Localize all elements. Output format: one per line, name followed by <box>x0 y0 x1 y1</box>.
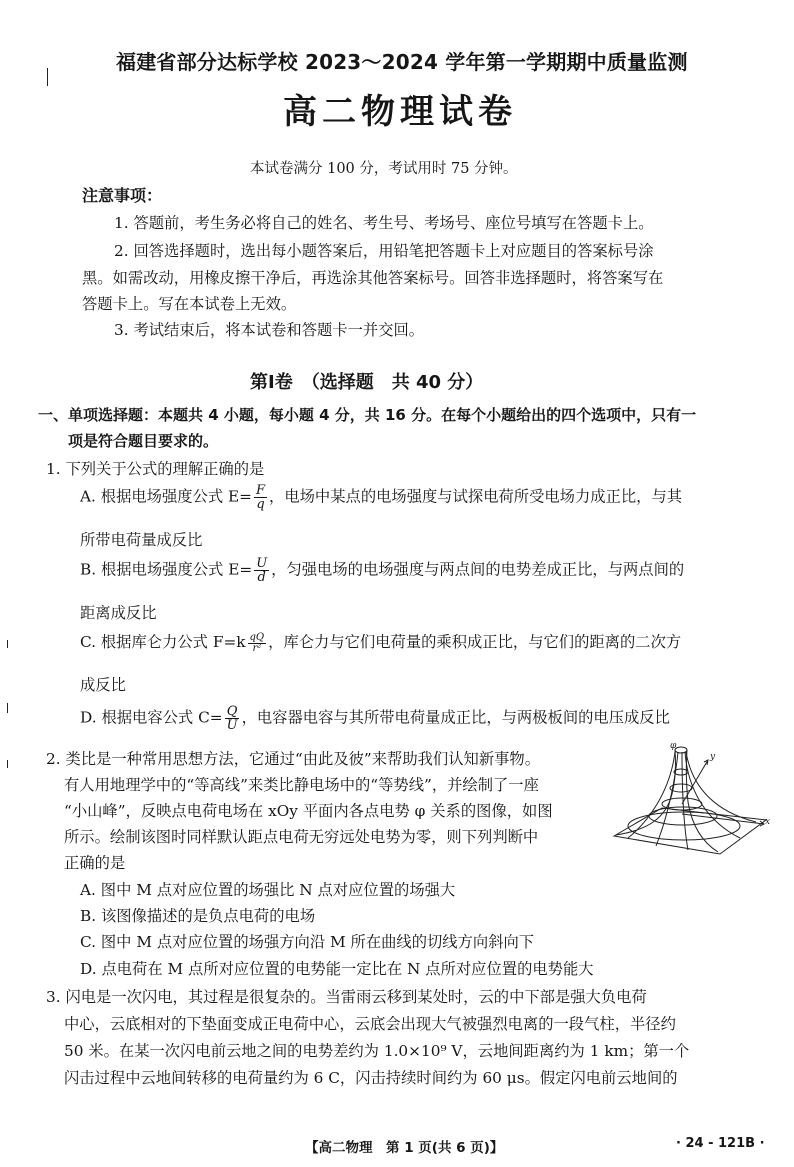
fraction-denominator: U <box>226 718 238 733</box>
question-1-option-a <box>80 484 682 511</box>
part-instruction: 项是符合题目要求的。 <box>68 432 219 450</box>
margin-mark <box>7 640 8 648</box>
fraction <box>248 633 267 654</box>
notice-line: 答题卡上。写在本试卷上无效。 <box>82 295 297 313</box>
question-1-option-c <box>80 630 681 654</box>
fraction-numerator: qQ <box>249 631 265 643</box>
y-axis-label: y <box>710 752 716 762</box>
exam-subject-title: 高二物理试卷 <box>283 92 517 132</box>
potential-mountain-figure <box>608 742 772 860</box>
question-1-option-a-cont: 所带电荷量成反比 <box>80 531 203 549</box>
question-1-stem: 1. 下列关于公式的理解正确的是 <box>46 460 265 478</box>
question-2-option-b: B. 该图像描述的是负点电荷的电场 <box>80 907 316 925</box>
question-2-line: “小山峰”，反映点电荷电场在 xOy 平面内各点电势 φ 关系的图像，如图 <box>64 802 553 820</box>
paper-code: · 24 - 121B · <box>676 1136 765 1151</box>
question-3-line: 中心，云底相对的下垫面变成正电荷中心，云底会出现大气被强烈电离的一段气柱，半径约 <box>64 1015 676 1033</box>
meridian-line <box>656 752 678 846</box>
question-1-option-d <box>80 705 670 732</box>
notice-line: 1. 答题前，考生务必将自己的姓名、考生号、考场号、座位号填写在答题卡上。 <box>114 214 654 232</box>
fraction <box>254 557 269 584</box>
question-2-line: 2. 类比是一种常用思想方法，它通过“由此及彼”来帮助我们认知新事物。 <box>46 750 541 768</box>
question-2-option-a: A. 图中 M 点对应位置的场强比 N 点对应位置的场强大 <box>80 881 456 899</box>
question-3-line: 闪击过程中云地间转移的电荷量约为 6 C，闪击持续时间约为 60 μs。假定闪电前云地间的 <box>64 1069 678 1087</box>
question-1-option-b <box>80 557 684 584</box>
fraction <box>225 705 240 732</box>
margin-mark <box>7 703 8 713</box>
notice-line: 3. 考试结束后，将本试卷和答题卡一并交回。 <box>114 321 425 339</box>
question-2-option-d: D. 点电荷在 M 点所对应位置的电势能一定比在 N 点所对应位置的电势能大 <box>80 960 594 978</box>
option-text: ，电容器电容与其所带电荷量成正比，与两极板间的电压成反比 <box>241 708 670 727</box>
fraction-denominator: q <box>256 497 265 512</box>
question-1-option-b-cont: 距离成反比 <box>80 604 157 622</box>
question-3-line: 3. 闪电是一次闪电，其过程是很复杂的。当雷雨云移到某处时，云的中下部是强大负电荷 <box>46 988 647 1006</box>
question-2-line: 有人用地理学中的“等高线”来类比静电场中的“等势线”，并绘制了一座 <box>64 776 539 794</box>
part-instruction: 一、单项选择题：本题共 4 小题，每小题 4 分，共 16 分。在每个小题给出的四个选项中，只有一 <box>38 406 697 424</box>
phi-axis-label: φ <box>670 742 677 751</box>
meridian-line <box>628 752 675 838</box>
notice-title: 注意事项： <box>82 186 163 205</box>
fraction-numerator: U <box>256 556 268 571</box>
option-text: A. 根据电场强度公式 E= <box>80 487 252 506</box>
option-text: B. 根据电场强度公式 E= <box>80 560 253 579</box>
margin-mark <box>7 760 8 768</box>
fraction-numerator: F <box>256 483 266 498</box>
question-2-option-c: C. 图中 M 点对应位置的场强方向沿 M 所在曲线的切线方向斜向下 <box>80 933 535 951</box>
question-1-option-c-cont: 成反比 <box>80 676 126 694</box>
option-text: D. 根据电容公式 C= <box>80 708 223 727</box>
notice-line: 黑。如需改动，用橡皮擦干净后，再选涂其他答案标号。回答非选择题时，将答案写在 <box>82 269 664 287</box>
option-text: ，电场中某点的电场强度与试探电荷所受电场力成正比，与其 <box>269 487 683 506</box>
fraction-denominator: d <box>257 570 266 585</box>
exam-info: 本试卷满分 100 分，考试用时 75 分钟。 <box>250 161 518 177</box>
fraction-denominator: r² <box>252 642 262 654</box>
x-axis-label: x <box>765 817 771 827</box>
question-2-line: 正确的是 <box>64 854 126 872</box>
question-2-line: 所示。绘制该图时同样默认距点电荷无穷远处电势为零，则下列判断中 <box>64 828 539 846</box>
margin-mark <box>47 68 48 86</box>
option-text: ，匀强电场的电场强度与两点间的电势差成正比，与两点间的 <box>271 560 685 579</box>
school-title: 福建省部分达标学校 2023～2024 学年第一学期期中质量监测 <box>116 50 688 74</box>
page-footer: 【高二物理 第 1 页(共 6 页)】 <box>305 1140 504 1156</box>
fraction <box>254 484 267 511</box>
option-text: ，库仑力与它们电荷量的乘积成正比，与它们的距离的二次方 <box>268 633 682 651</box>
notice-line: 2. 回答选择题时，选出每小题答案后，用铅笔把答题卡上对应题目的答案标号涂 <box>114 242 654 260</box>
option-text: C. 根据库仑力公式 F=k <box>80 633 246 651</box>
section-title: 第Ⅰ卷 （选择题 共 40 分） <box>250 372 484 393</box>
question-3-line: 50 米。在某一次闪电前云地之间的电势差约为 1.0×10⁹ V，云地间距离约为 1 km；第一个 <box>64 1042 690 1060</box>
fraction-numerator: Q <box>226 704 238 719</box>
mountain-left-slope <box>616 750 676 835</box>
